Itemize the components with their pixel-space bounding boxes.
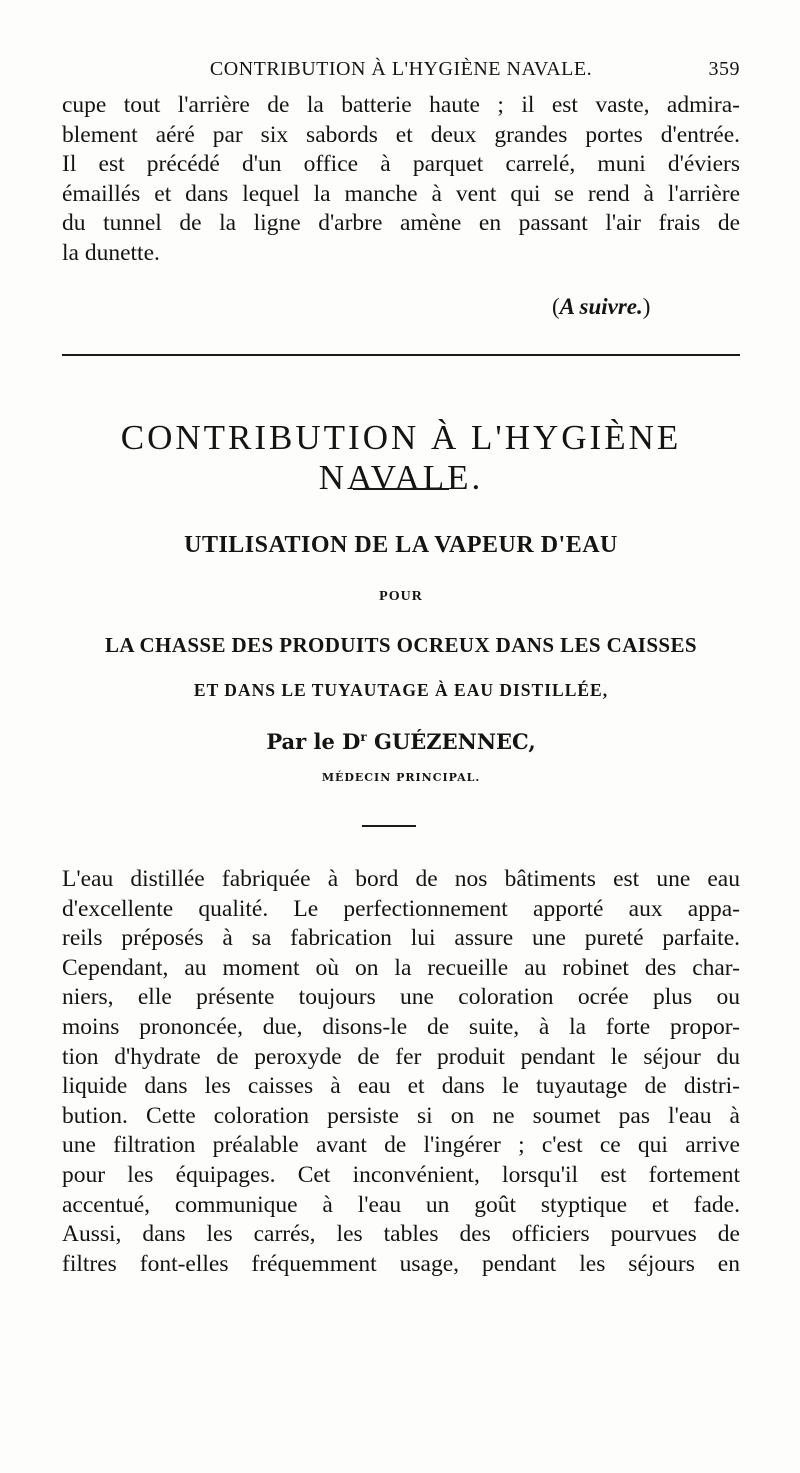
text-line: Aussi, dans les carrés, les tables des officiers pourvues de	[62, 1221, 740, 1248]
main-paragraph	[62, 865, 740, 1279]
article-subtitle-line-3: ET DANS LE TUYAUTAGE À EAU DISTILLÉE,	[193, 680, 609, 700]
article-title: CONTRIBUTION À L'HYGIÈNE NAVALE.	[120, 418, 682, 497]
text-line: blement aéré par six sabords et deux grandes portes d'entrée.	[62, 121, 740, 148]
text-line: liquide dans les caisses à eau et dans le tuyautage de distri-	[62, 1073, 740, 1100]
text-line: la dunette.	[62, 239, 160, 266]
running-header	[62, 58, 740, 88]
author-byline	[62, 729, 740, 754]
text-line: une filtration préalable avant de l'ingérer ; c'est ce qui arrive	[62, 1132, 740, 1159]
text-line: reils préposés à sa fabrication lui assure une pureté parfaite.	[62, 925, 740, 952]
text-line: tion d'hydrate de peroxyde de fer produit pendant le séjour du	[62, 1043, 740, 1070]
text-line: moins prononcée, due, disons-le de suite, à la forte propor-	[62, 1013, 740, 1040]
byline-prefix: Par le D	[266, 729, 361, 754]
page-number: 359	[708, 58, 740, 80]
text-line: pour les équipages. Cet inconvénient, lorsqu'il est fortement	[62, 1161, 740, 1188]
text-line: d'excellente qualité. Le perfectionnement apporté aux appa-	[62, 895, 740, 922]
subtitle-connector: POUR	[379, 589, 423, 604]
text-line: cupe tout l'arrière de la batterie haute ; il est vaste, admira-	[62, 92, 740, 118]
paren-close: )	[642, 294, 651, 319]
text-line: Il est précédé d'un office à parquet carrelé, muni d'éviers	[62, 151, 740, 178]
title-rule	[353, 488, 449, 490]
to-be-continued-text: A suivre.	[559, 294, 643, 319]
continued-paragraph	[62, 91, 740, 269]
text-line: émaillés et dans lequel la manche à vent qui se rend à l'arrière	[62, 180, 740, 207]
section-divider	[62, 354, 740, 356]
text-line: du tunnel de la ligne d'arbre amène en passant l'air frais de	[62, 210, 740, 237]
text-line: L'eau distillée fabriquée à bord de nos bâtiments est une eau	[62, 866, 740, 892]
text-line: filtres font-elles fréquemment usage, pendant les séjours en	[62, 1250, 740, 1277]
text-line: Cependant, au moment où on la recueille au robinet des char-	[62, 954, 740, 981]
to-be-continued-note	[552, 294, 650, 320]
author-name: GUÉZENNEC,	[366, 729, 536, 754]
text-line: bution. Cette coloration persiste si on ne soumet pas l'eau à	[62, 1102, 740, 1129]
byline-superscript: r	[360, 730, 367, 744]
text-line: niers, elle présente toujours une coloration ocrée plus ou	[62, 984, 740, 1011]
article-subtitle-line-2: LA CHASSE DES PRODUITS OCREUX DANS LES CAISSES	[105, 633, 697, 657]
article-subtitle: UTILISATION DE LA VAPEUR D'EAU	[184, 532, 618, 558]
paren-open: (	[552, 294, 560, 319]
byline-rule	[362, 825, 416, 827]
author-role: MÉDECIN PRINCIPAL.	[321, 771, 481, 784]
text-line: accentué, communique à l'eau un goût styptique et fade.	[62, 1191, 740, 1218]
running-title: CONTRIBUTION À L'HYGIÈNE NAVALE.	[209, 58, 593, 80]
